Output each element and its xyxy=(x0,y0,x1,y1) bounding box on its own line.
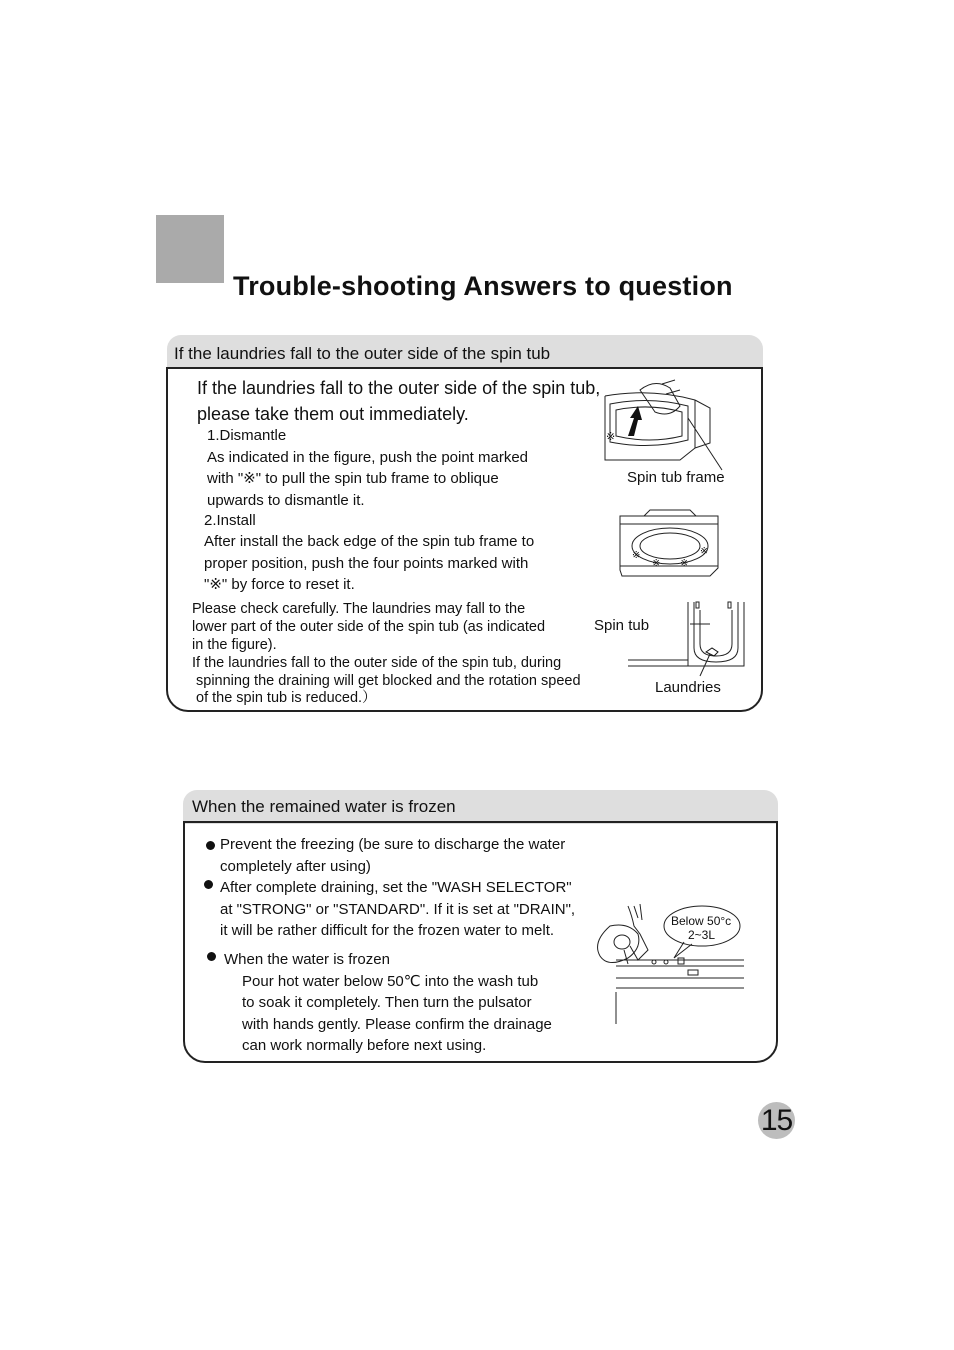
section1-step1-line2: with "※" to pull the spin tub frame to oblique xyxy=(207,470,499,487)
section1-step1-line3: upwards to dismantle it. xyxy=(207,492,365,509)
section2-bullet3-line2: to soak it completely. Then turn the pulsator xyxy=(242,994,532,1011)
label-spin-tub: Spin tub xyxy=(594,617,650,634)
section2-bullet2-line2: at "STRONG" or "STANDARD". If it is set at "DRAIN", xyxy=(220,901,576,918)
section1-tab-label: If the laundries fall to the outer side of the spin tub xyxy=(174,344,551,363)
bubble-volume: 2~3L xyxy=(688,928,716,942)
section2-bullet3-line1: Pour hot water below 50℃ into the wash tub xyxy=(242,973,539,990)
section1-note-line3: in the figure). xyxy=(192,637,277,653)
bullet-dot xyxy=(207,952,216,961)
section1-step2-title: 2.Install xyxy=(204,512,256,529)
svg-text:※: ※ xyxy=(700,546,709,557)
section1-note-line2: lower part of the outer side of the spin tub (as indicated xyxy=(192,619,546,635)
section1-note-line6: of the spin tub is reduced.） xyxy=(196,690,377,706)
section2-bullet2-line1: After complete draining, set the "WASH SELECTOR" xyxy=(220,879,572,896)
page-title: Trouble-shooting Answers to question xyxy=(233,271,733,301)
section2-bullet3-title: When the water is frozen xyxy=(224,951,390,968)
svg-text:※: ※ xyxy=(632,550,641,561)
spin-tub-figure-illustration xyxy=(626,600,748,672)
bullet-dot xyxy=(206,841,215,850)
label-laundries: Laundries xyxy=(655,679,721,696)
section2-bullet3-line4: can work normally before next using. xyxy=(242,1037,487,1054)
label-spin-tub-frame: Spin tub frame xyxy=(627,469,725,486)
svg-text:※: ※ xyxy=(680,558,689,569)
section2-bullet1-line2: completely after using) xyxy=(220,858,371,875)
svg-text:※: ※ xyxy=(606,430,616,443)
dismantle-figure-illustration xyxy=(600,378,730,473)
section2-bullet3-line3: with hands gently. Please confirm the drainage xyxy=(242,1016,552,1033)
section2-bullet2-line3: it will be rather difficult for the frozen water to melt. xyxy=(220,922,555,939)
section1-step2-line1: After install the back edge of the spin tub frame to xyxy=(204,533,535,550)
section2-tab-label: When the remained water is frozen xyxy=(192,797,456,816)
section1-note-line1: Please check carefully. The laundries may fall to the xyxy=(192,601,526,617)
section1-intro-line2: please take them out immediately. xyxy=(197,404,469,424)
bubble-temperature: Below 50°c xyxy=(671,914,732,928)
section1-step1-line1: As indicated in the figure, push the point marked xyxy=(207,449,529,466)
install-figure-illustration xyxy=(618,510,722,580)
svg-text:※: ※ xyxy=(652,558,661,569)
section1-note-line4: If the laundries fall to the outer side of the spin tub, during xyxy=(192,655,562,671)
page-number: 15 xyxy=(758,1102,795,1139)
section1-note-line5: spinning the draining will get blocked and the rotation speed xyxy=(196,673,581,689)
section1-step2-line2: proper position, push the four points marked with xyxy=(204,555,529,572)
section1-step2-line3: "※" by force to reset it. xyxy=(204,576,355,593)
section2-bullet1-line1: Prevent the freezing (be sure to discharge the water xyxy=(220,836,566,853)
bullet-dot xyxy=(204,880,213,889)
header-gray-square xyxy=(156,215,224,283)
section1-intro-line1: If the laundries fall to the outer side of the spin tub, xyxy=(197,378,601,398)
section1-step1-title: 1.Dismantle xyxy=(207,427,287,444)
